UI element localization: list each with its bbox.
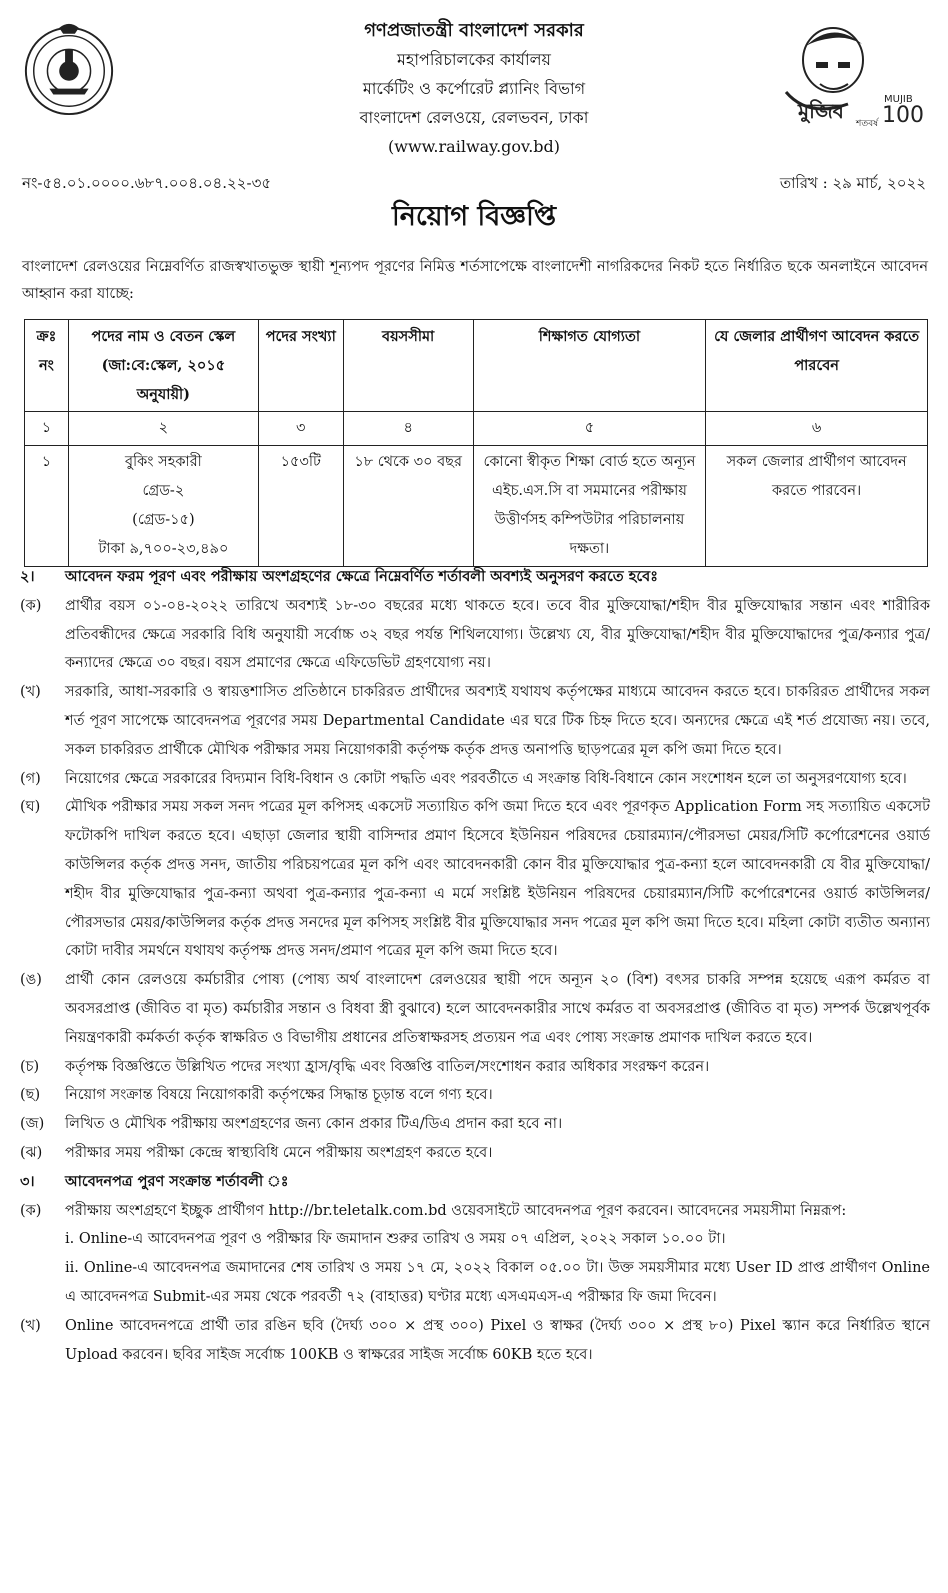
schedule-start bbox=[20, 1225, 930, 1254]
notice-date: তারিখ : ২৯ মার্চ, ২০২২ bbox=[779, 174, 926, 192]
condition-item bbox=[20, 966, 930, 1052]
mujib-100-logo-icon bbox=[778, 22, 928, 130]
column-number: ৩ bbox=[258, 412, 343, 446]
item-text: নিয়োগের ক্ষেত্রে সরকারের বিদ্যমান বিধি-বিধান ও কোটা পদ্ধতি এবং পরবর্তীতে এ সংক্রান্ত বিধি-বিধানে কোন সংশোধন হলে তা অনুসরণযোগ্য হবে। bbox=[65, 770, 907, 787]
condition-item bbox=[20, 793, 930, 966]
column-number: ৬ bbox=[706, 412, 928, 446]
mujib-logo-number: 100 bbox=[882, 103, 924, 128]
condition-item bbox=[20, 1197, 930, 1226]
item-marker: (খ) bbox=[20, 1317, 41, 1334]
item-text: Online আবেদনপত্রে প্রার্থী তার রঙিন ছবি (দৈর্ঘ্য ৩০০ × প্রস্থ ৩০০) Pixel ও স্বাক্ষর (দৈর্ঘ্য ৩০০ × প্রস্থ ৮০) Pixel স্ক্যান করে নির্ধারিত স্থানে Upload করবেন। ছবির সাইজ সর্বোচ্চ 100KB ও স্বাক্ষরের সাইজ সর্বোচ্চ 60KB হতে হবে। bbox=[65, 1317, 930, 1363]
column-number: ২ bbox=[68, 412, 258, 446]
reference-line bbox=[22, 172, 926, 194]
item-text: নিয়োগ সংক্রান্ত বিষয়ে নিয়োগকারী কর্তৃপক্ষের সিদ্ধান্ত চূড়ান্ত বলে গণ্য হবে। bbox=[65, 1087, 493, 1104]
section-2-heading bbox=[20, 563, 930, 592]
item-text: প্রার্থী কোন রেলওয়ে কর্মচারীর পোষ্য (পোষ্য অর্থ বাংলাদেশ রেলওয়ের স্থায়ী পদে অন্যূন ২০ (বিশ) বৎসর চাকরি সম্পন্ন হয়েছে এরূপ কর্মরত বা অবসরপ্রাপ্ত (জীবিত বা মৃত) কর্মচারীর সন্তান ও বিধবা স্ত্রী বুঝাবে) হলে আবেদনকারীর সাথে কর্মরত বা অবসরপ্রাপ্ত (জীবিত বা মৃত) সম্পর্ক উল্লেখপূর্বক নিয়ন্ত্রণকারী কর্মকর্তা কর্তৃক স্বাক্ষরিত ও বিভাগীয় প্রধানের প্রতিস্বাক্ষরসহ প্রত্যয়ন পত্র এবং পোষ্য সংক্রান্ত প্রমাণক দাখিল করতে হবে। bbox=[65, 972, 930, 1046]
schedule-end-text: ii. Online-এ আবেদনপত্র জমাদানের শেষ তারিখ ও সময় ১৭ মে, ২০২২ বিকাল ০৫.০০ টা। উক্ত সময়সীমার মধ্যে User ID প্রাপ্ত প্রার্থীগণ Online এ আবেদনপত্র Submit-এর সময় থেকে পরবর্তী ৭২ (বাহাত্তর) ঘণ্টার মধ্যে এসএমএস-এ পরীক্ষার ফি জমা দিবেন। bbox=[65, 1260, 930, 1305]
condition-item bbox=[20, 1081, 930, 1110]
mujib-logo-subtext: শতবর্ষ bbox=[856, 119, 879, 129]
row-age: ১৮ থেকে ৩০ বছর bbox=[343, 446, 473, 567]
post-grade: গ্রেড-২ bbox=[142, 483, 185, 499]
row-serial: ১ bbox=[25, 446, 69, 567]
table-header-row bbox=[25, 320, 928, 412]
section-marker: ২। bbox=[20, 568, 35, 585]
condition-item bbox=[20, 1312, 930, 1370]
item-text: কর্তৃপক্ষ বিজ্ঞপ্তিতে উল্লিখিত পদের সংখ্যা হ্রাস/বৃদ্ধি এবং বিজ্ঞপ্তি বাতিল/সংশোধন করার অধিকার সংরক্ষণ করেন। bbox=[65, 1058, 710, 1075]
row-district: সকল জেলার প্রার্থীগণ আবেদন করতে পারবেন। bbox=[706, 446, 928, 567]
item-marker: (ক) bbox=[20, 1202, 42, 1219]
item-marker: (জ) bbox=[20, 1116, 45, 1133]
item-text: পরীক্ষার সময় পরীক্ষা কেন্দ্রে স্বাস্থ্যবিধি মেনে পরীক্ষায় অংশগ্রহণ করতে হবে। bbox=[65, 1144, 493, 1161]
item-text: মৌখিক পরীক্ষার সময় সকল সনদ পত্রের মূল কপিসহ একসেট সত্যায়িত কপি জমা দিতে হবে এবং পূরণকৃত Application Form সহ সত্যায়িত একসেট ফটোকপি দাখিল করতে হবে। এছাড়া জেলার স্থায়ী বাসিন্দার প্রমাণ হিসেবে ইউনিয়ন পরিষদের চেয়ারম্যান/পৌরসভা মেয়র/সিটি কর্পোরেশনের ওয়ার্ড কাউন্সিলর কর্তৃক প্রদত্ত সনদ, জাতীয় পরিচয়পত্রের মূল কপি এবং আবেদনকারী কোন বীর মুক্তিযোদ্ধার পুত্র-কন্যা হলে আবেদনকারী যে বীর মুক্তিযোদ্ধা/শহীদ বীর মুক্তিযোদ্ধার পুত্র-কন্যা অথবা পুত্র-কন্যার পুত্র-কন্যা এ মর্মে সংশ্লিষ্ট ইউনিয়ন পরিষদের চেয়ারম্যান/সিটি কর্পোরেশনের ওয়ার্ড কাউন্সিলর/পৌরসভার মেয়র/কাউন্সিলর কর্তৃক প্রদত্ত সনদের মূল কপিসহ সংশ্লিষ্ট বীর মুক্তিযোদ্ধার সনদ পত্রের মূল কপি জমা দিতে হবে। মহিলা কোটা ব্যতীত অন্যান্য কোটা দাবীর সমর্থনে যথাযথ কর্তৃপক্ষ প্রদত্ত সনদ/প্রমাণ পত্রের মূল কপি জমা দিতে হবে। bbox=[65, 799, 930, 960]
column-number: ১ bbox=[25, 412, 69, 446]
header-serial: ক্রঃ নং bbox=[25, 320, 69, 412]
header-count: পদের সংখ্যা bbox=[258, 320, 343, 412]
header-qualification: শিক্ষাগত যোগ্যতা bbox=[473, 320, 706, 412]
row-qualification: কোনো স্বীকৃত শিক্ষা বোর্ড হতে অন্যূন এইচ.এস.সি বা সমমানের পরীক্ষায় উত্তীর্ণসহ কম্পিউটার পরিচালনায় দক্ষতা। bbox=[473, 446, 706, 567]
condition-item bbox=[20, 592, 930, 678]
column-number: ৪ bbox=[343, 412, 473, 446]
column-number: ৫ bbox=[473, 412, 706, 446]
website: (www.railway.gov.bd) bbox=[388, 137, 560, 156]
item-text: প্রার্থীর বয়স ০১-০৪-২০২২ তারিখে অবশ্যই ১৮-৩০ বছরের মধ্যে থাকতে হবে। তবে বীর মুক্তিযোদ্ধা/শহীদ বীর মুক্তিযোদ্ধার সন্তান এবং শারীরিক প্রতিবন্ধীদের ক্ষেত্রে সরকারি বিধি অনুযায়ী সর্বোচ্চ ৩২ বছর পর্যন্ত শিথিলযোগ্য। উল্লেখ্য যে, বীর মুক্তিযোদ্ধা/শহীদ বীর মুক্তিযোদ্ধাদের পুত্র/কন্যার পুত্র/কন্যাদের ক্ষেত্রে ৩০ বছর। বয়স প্রমাণের ক্ষেত্রে এফিডেভিট গ্রহণযোগ্য নয়। bbox=[65, 597, 930, 672]
condition-item bbox=[20, 765, 930, 794]
section-3-heading bbox=[20, 1168, 930, 1197]
item-marker: (ঙ) bbox=[20, 972, 42, 989]
item-marker: (খ) bbox=[20, 684, 41, 701]
post-name: বুকিং সহকারী bbox=[124, 454, 202, 470]
section-heading-text: আবেদন ফরম পূরণ এবং পরীক্ষায় অংশগ্রহণের ক্ষেত্রে নিম্নেবর্ণিত শর্তাবলী অবশ্যই অনুসরণ করতে হবেঃ bbox=[65, 568, 658, 585]
department-name: মার্কেটিং ও কর্পোরেট প্ল্যানিং বিভাগ bbox=[362, 79, 586, 98]
condition-item bbox=[20, 1139, 930, 1168]
item-marker: (ঝ) bbox=[20, 1144, 43, 1161]
section-marker: ৩। bbox=[20, 1172, 35, 1190]
table-number-row bbox=[25, 412, 928, 446]
vacancy-table bbox=[24, 319, 928, 567]
memo-number: নং-৫৪.০১.০০০০.৬৮৭.০০৪.০৪.২২-৩৫ bbox=[22, 174, 272, 192]
office-name: মহাপরিচালকের কার্যালয় bbox=[397, 50, 551, 69]
conditions bbox=[20, 563, 930, 1369]
item-marker: (ক) bbox=[20, 597, 42, 614]
item-text: পরীক্ষায় অংশগ্রহণে ইচ্ছুক প্রার্থীগণ http://br.teletalk.com.bd ওয়েবসাইটে আবেদনপত্র পূরণ করবেন। আবেদনের সময়সীমা নিম্নরূপ: bbox=[65, 1202, 847, 1219]
item-marker: (গ) bbox=[20, 770, 41, 787]
item-marker: (ঘ) bbox=[20, 799, 41, 816]
condition-item bbox=[20, 678, 930, 764]
schedule-start-text: i. Online-এ আবেদনপত্র পূরণ ও পরীক্ষার ফি জমাদান শুরুর তারিখ ও সময় ০৭ এপ্রিল, ২০২২ সকাল ১০.০০ টা। bbox=[65, 1231, 726, 1248]
row-post bbox=[68, 446, 258, 567]
item-marker: (চ) bbox=[20, 1058, 40, 1075]
header-age: বয়সসীমা bbox=[343, 320, 473, 412]
post-salary: টাকা ৯,৭০০-২৩,৪৯০ bbox=[98, 541, 229, 557]
mujib-logo-en: MUJIB bbox=[884, 94, 913, 105]
item-marker: (ছ) bbox=[20, 1087, 41, 1104]
section-heading-text: আবেদনপত্র পুরণ সংক্রান্ত শর্তাবলী ঃ bbox=[65, 1172, 289, 1190]
intro-paragraph: বাংলাদেশ রেলওয়ের নিম্নেবর্ণিত রাজস্বখাতভুক্ত স্থায়ী শূন্যপদ পূরণের নিমিত্ত শর্তসাপেক্ষে বাংলাদেশী নাগরিকদের নিকট হতে নির্ধারিত ছকে অনলাইনে আবেদন আহ্বান করা যাচ্ছে: bbox=[22, 259, 928, 302]
government-name: গণপ্রজাতন্ত্রী বাংলাদেশ সরকার bbox=[364, 20, 584, 41]
condition-item bbox=[20, 1110, 930, 1139]
row-count: ১৫৩টি bbox=[258, 446, 343, 567]
schedule-end bbox=[20, 1254, 930, 1312]
item-text: লিখিত ও মৌখিক পরীক্ষায় অংশগ্রহণের জন্য কোন প্রকার টিএ/ডিএ প্রদান করা হবে না। bbox=[65, 1116, 563, 1133]
header-district: যে জেলার প্রার্থীগণ আবেদন করতে পারবেন bbox=[706, 320, 928, 412]
header-post: পদের নাম ও বেতন স্কেল (জা:বে:স্কেল, ২০১৫ অনুযায়ী) bbox=[68, 320, 258, 412]
office-address: বাংলাদেশ রেলওয়ে, রেলভবন, ঢাকা bbox=[359, 108, 589, 127]
condition-item bbox=[20, 1053, 930, 1082]
post-pay-grade: (গ্রেড-১৫) bbox=[132, 512, 195, 528]
mujib-logo-text: মুজিব bbox=[798, 99, 844, 123]
item-text: সরকারি, আধা-সরকারি ও স্বায়ত্তশাসিত প্রতিষ্ঠানে চাকরিরত প্রার্থীদের অবশ্যই যথাযথ কর্তৃপক্ষের মাধ্যমে আবেদন করতে হবে। চাকরিরত প্রার্থীদের সকল শর্ত পূরণ সাপেক্ষে আবেদনপত্র পূরণের সময় Departmental Candidate এর ঘরে টিক চিহ্ন দিতে হবে। অন্যদের ক্ষেত্রে এই শর্ত প্রযোজ্য নয়। তবে, সকল চাকরিরত প্রার্থীকে মৌখিক পরীক্ষার সময় নিয়োগকারী কর্তৃপক্ষ কর্তৃক প্রদত্ত অনাপত্তি ছাড়পত্রের মূল কপি জমা দিতে হবে। bbox=[65, 684, 930, 758]
table-row bbox=[25, 446, 928, 567]
notice-title: নিয়োগ বিজ্ঞপ্তি bbox=[391, 201, 557, 232]
